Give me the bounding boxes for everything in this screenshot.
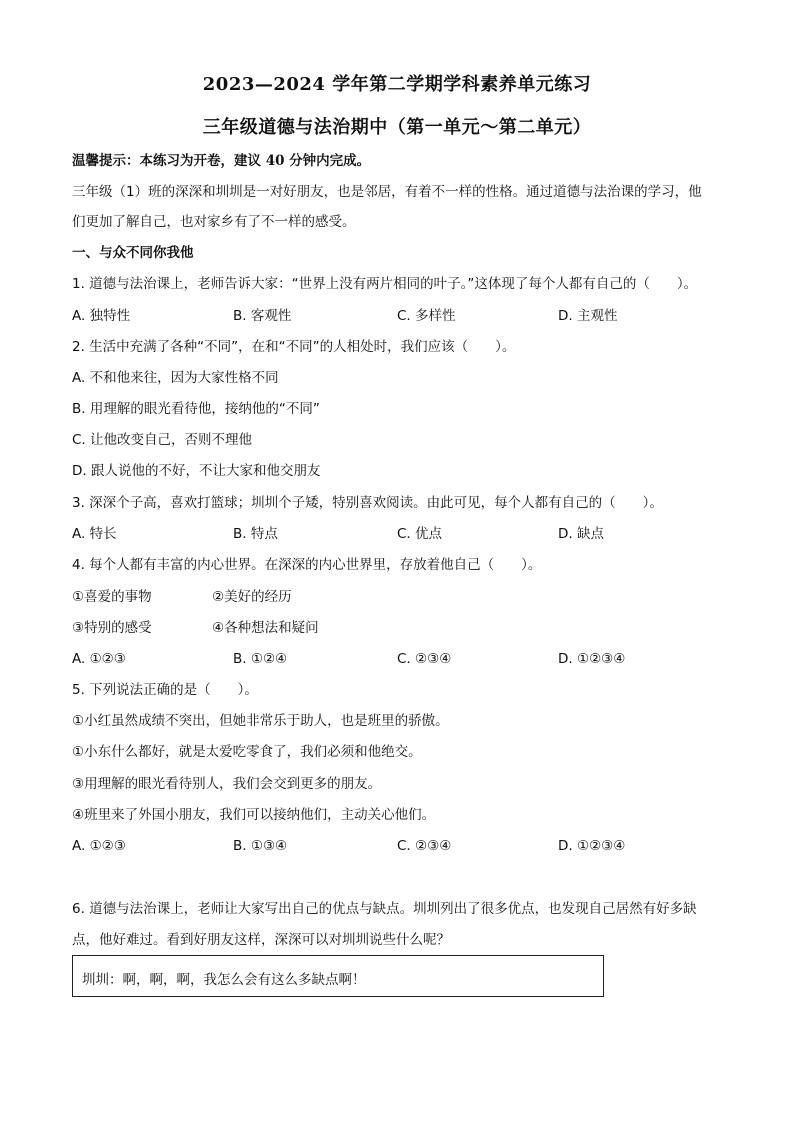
exam-title: 2023—2024 学年第二学期学科素养单元练习 — [202, 74, 592, 95]
q5-stem: 5. 下列说法正确的是（ ）。 — [72, 682, 258, 698]
q2-option-d: D. 跟人说他的不好，不让大家和他交朋友 — [72, 463, 321, 479]
q6-stem-line-2: 点，他好难过。看到好朋友这样，深深可以对圳圳说些什么呢？ — [72, 932, 450, 948]
tip-text: 温馨提示：本练习为开卷，建议 40 分钟内完成。 — [72, 153, 371, 169]
q4-option-b: B. ①②④ — [233, 651, 288, 667]
q5-option-b: B. ①③④ — [233, 838, 288, 854]
q3-option-a: A. 特长 — [72, 526, 117, 542]
q3-option-c: C. 优点 — [397, 526, 443, 542]
q4-item-3: ③特别的感受 — [72, 620, 152, 636]
q6-stem-line-1: 6. 道德与法治课上，老师让大家写出自己的优点与缺点。圳圳列出了很多优点，也发现自己居然有好多缺 — [72, 901, 697, 917]
q4-item-1: ①喜爱的事物 — [72, 589, 152, 605]
q4-item-2: ②美好的经历 — [212, 589, 292, 605]
q4-option-d: D. ①②③④ — [558, 651, 626, 667]
q1-option-c: C. 多样性 — [397, 308, 456, 324]
q5-item-1: ①小红虽然成绩不突出，但她非常乐于助人，也是班里的骄傲。 — [72, 713, 449, 729]
q5-option-a: A. ①②③ — [72, 838, 126, 854]
q1-option-a: A. 独特性 — [72, 308, 131, 324]
q4-option-c: C. ②③④ — [397, 651, 452, 667]
q2-stem: 2. 生活中充满了各种“不同”，在和“不同”的人相处时，我们应该（ ）。 — [72, 339, 516, 355]
q5-option-d: D. ①②③④ — [558, 838, 626, 854]
q4-stem: 4. 每个人都有丰富的内心世界。在深深的内心世界里，存放着他自己（ ）。 — [72, 557, 542, 573]
q5-option-c: C. ②③④ — [397, 838, 452, 854]
intro-line-1: 三年级（1）班的深深和圳圳是一对好朋友，也是邻居，有着不一样的性格。通过道德与法治课的学习，他 — [72, 184, 702, 200]
q5-item-2: ①小东什么都好，就是太爱吃零食了，我们必须和他绝交。 — [72, 744, 422, 760]
q1-stem: 1. 道德与法治课上，老师告诉大家：“世界上没有两片相同的叶子。”这体现了每个人都有自己的（ ）。 — [72, 276, 698, 292]
q4-option-a: A. ①②③ — [72, 651, 126, 667]
q6-quote-box — [72, 955, 604, 997]
q6-quote-text: 圳圳：啊，啊，啊，我怎么会有这么多缺点啊！ — [82, 972, 366, 988]
q1-option-d: D. 主观性 — [558, 308, 618, 324]
q5-item-4: ④班里来了外国小朋友，我们可以接纳他们，主动关心他们。 — [72, 807, 436, 823]
q2-option-c: C. 让他改变自己，否则不理他 — [72, 432, 253, 448]
intro-line-2: 们更加了解自己，也对家乡有了不一样的感受。 — [72, 214, 356, 230]
q1-option-b: B. 客观性 — [233, 308, 292, 324]
exam-subtitle: 三年级道德与法治期中（第一单元～第二单元） — [202, 117, 592, 138]
q3-option-d: D. 缺点 — [558, 526, 604, 542]
q3-stem: 3. 深深个子高，喜欢打篮球；圳圳个子矮，特别喜欢阅读。由此可见，每个人都有自己的（ ）。 — [72, 495, 663, 511]
q3-option-b: B. 特点 — [233, 526, 278, 542]
q5-item-3: ③用理解的眼光看待别人，我们会交到更多的朋友。 — [72, 776, 382, 792]
q2-option-a: A. 不和他来往，因为大家性格不同 — [72, 370, 279, 386]
section-heading: 一、与众不同你我他 — [72, 245, 194, 261]
q2-option-b: B. 用理解的眼光看待他，接纳他的“不同” — [72, 401, 320, 417]
q4-item-4: ④各种想法和疑问 — [212, 620, 319, 636]
